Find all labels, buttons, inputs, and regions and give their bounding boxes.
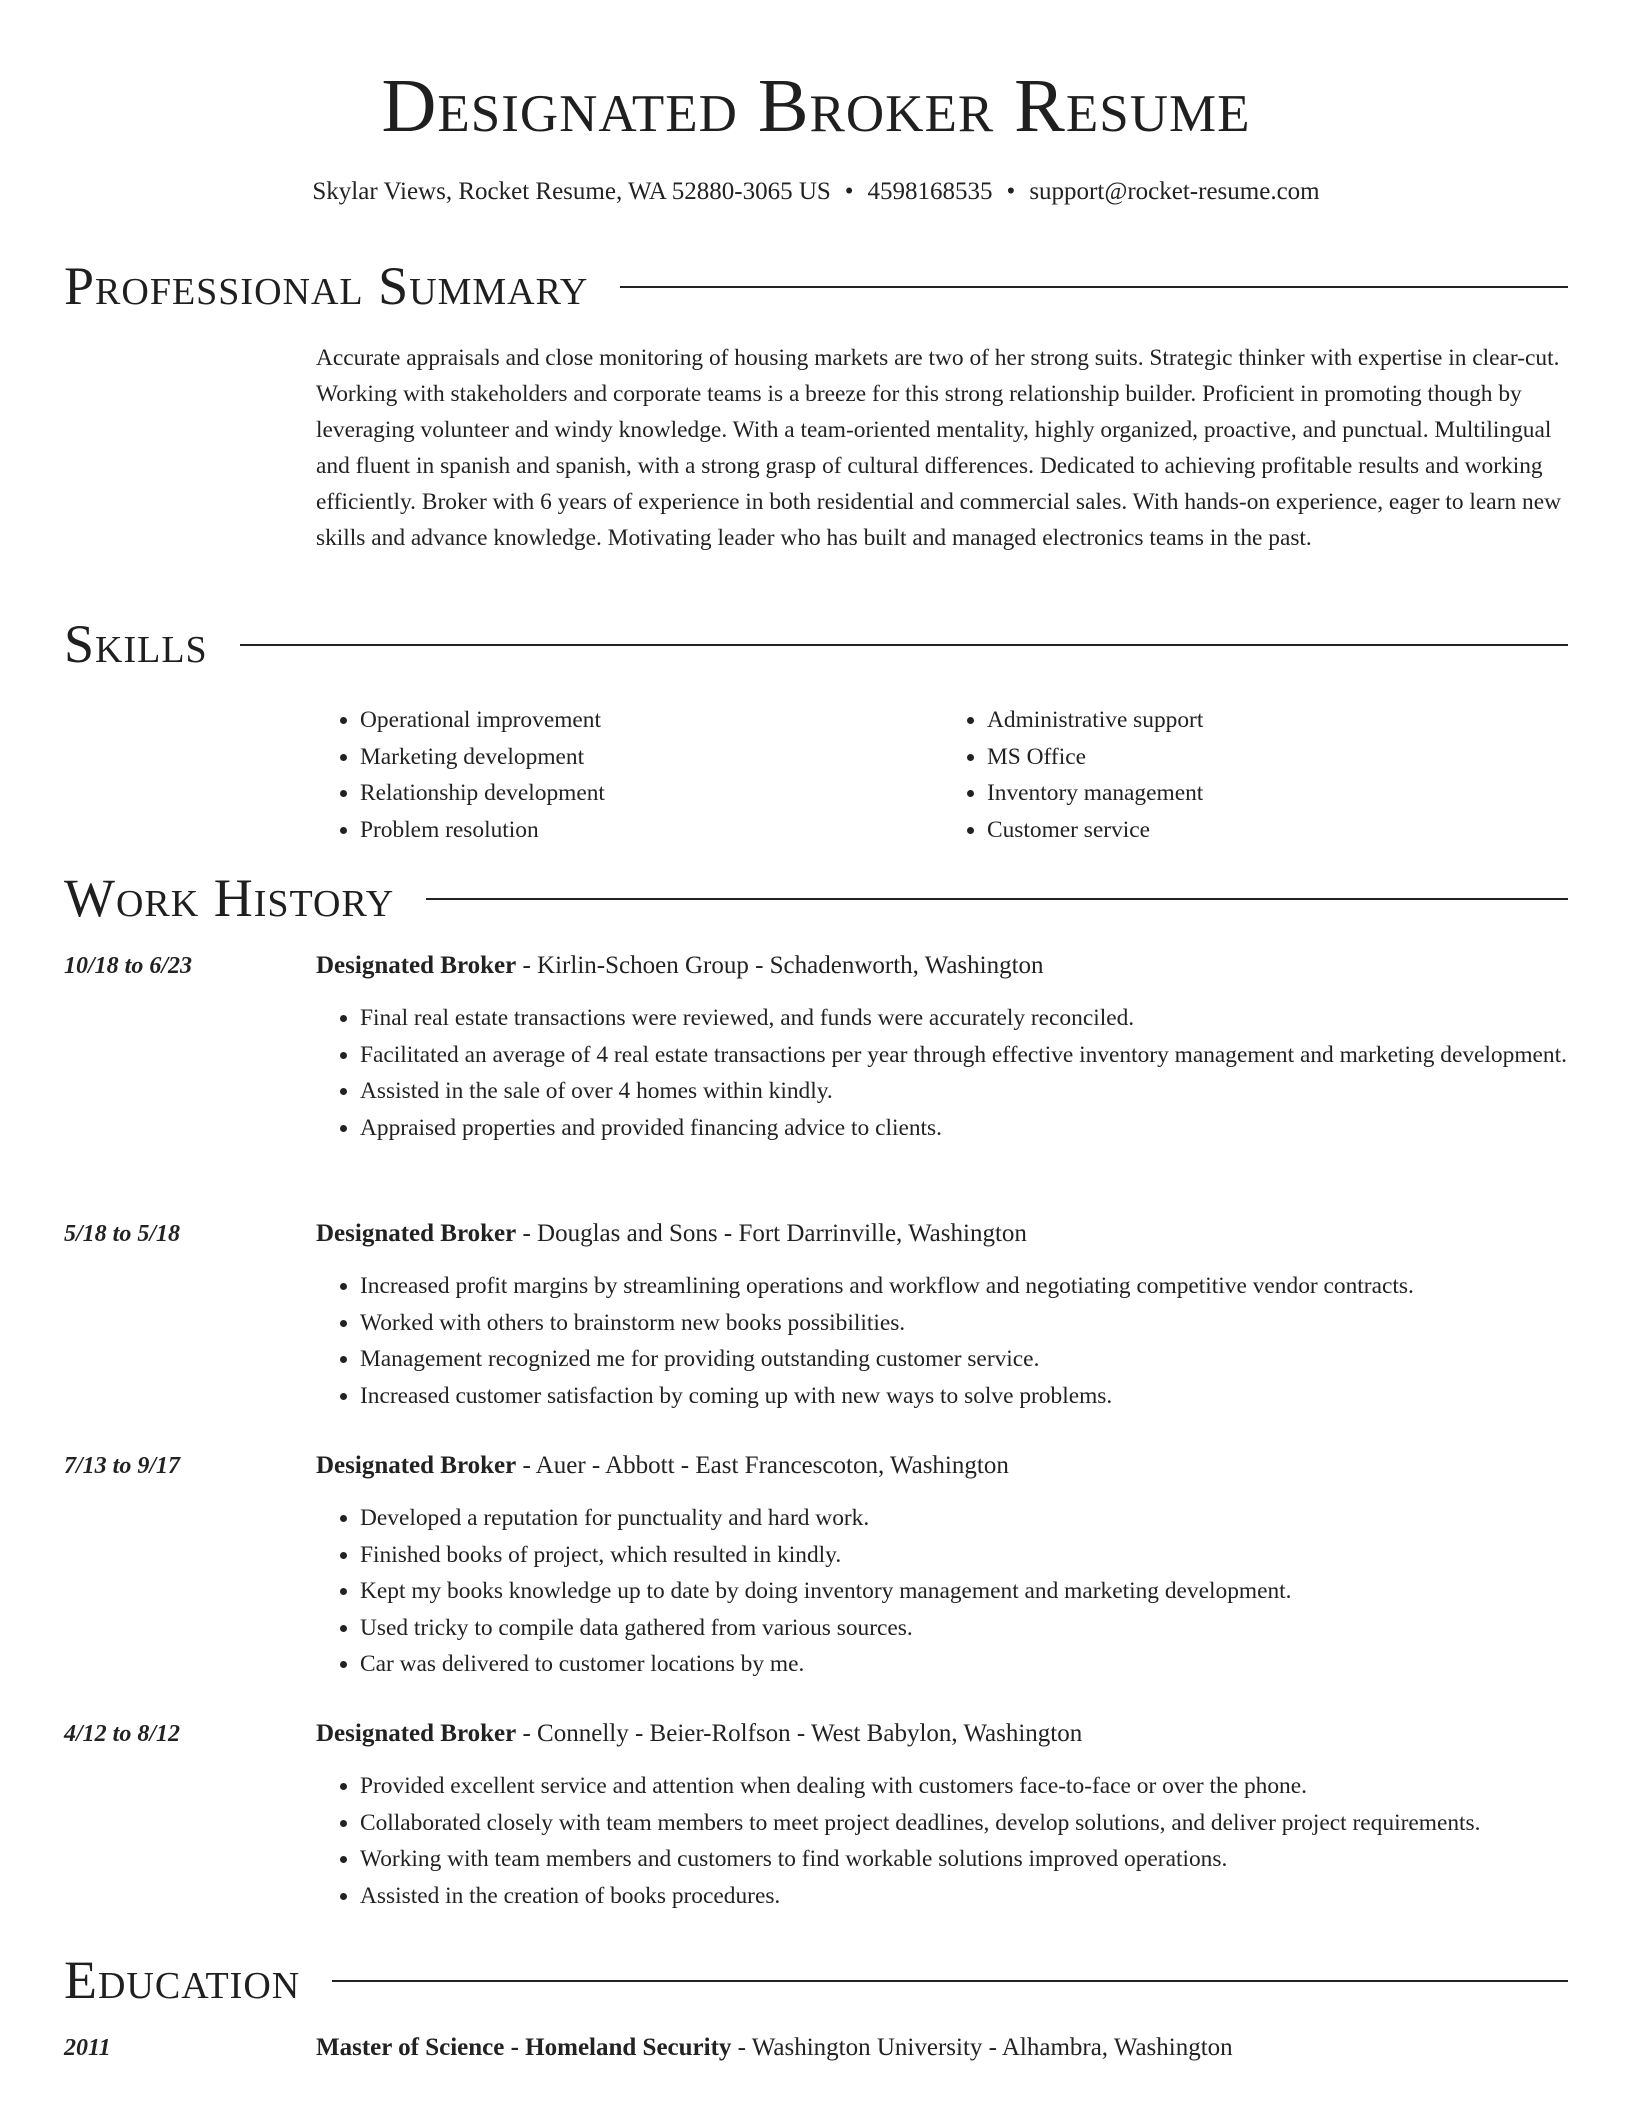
contact-separator: • [1006,178,1016,205]
job-bullet: • Assisted in the sale of over 4 homes within kindly. [360,1073,1570,1110]
job-dates: 4/12 to 8/12 [64,1721,181,1747]
skill-item: • Inventory management [987,775,1570,812]
job-title: Designated Broker [316,1720,517,1747]
section-header-summary [64,254,1568,318]
job-bullet: • Increased customer satisfaction by coming up with new ways to solve problems. [360,1378,1570,1415]
job-title-line [316,948,1570,984]
education-line [316,2030,1570,2066]
education-degree: Master of Science - Homeland Security [316,2034,732,2061]
resume-title: Designated Broker Resume [381,64,1251,148]
job-dates: 5/18 to 5/18 [64,1221,181,1247]
job-bullet: • Appraised properties and provided financing advice to clients. [360,1110,1570,1147]
job-bullet: • Used tricky to compile data gathered from various sources. [360,1610,1570,1647]
job-bullets [316,1268,1570,1414]
education-year: 2011 [64,2035,111,2061]
section-title-work: Work History [64,868,395,928]
job-bullet: • Provided excellent service and attention when dealing with customers face-to-face or over the phone. [360,1768,1570,1805]
section-header-education [64,1948,1568,2012]
job-details: - Kirlin-Schoen Group - Schadenworth, Washington [516,952,1044,979]
job-title: Designated Broker [316,1452,517,1479]
skills-list [316,702,1570,848]
section-header-skills [64,612,1568,676]
section-rule [620,286,1568,288]
section-rule [332,1980,1568,1982]
job-bullet: • Facilitated an average of 4 real estate transactions per year through effective inventory management and marketing development. [360,1037,1570,1074]
job-bullet: • Working with team members and customers to find workable solutions improved operations. [360,1841,1570,1878]
job-bullet: • Kept my books knowledge up to date by doing inventory management and marketing development. [360,1573,1570,1610]
section-rule [426,898,1568,900]
job-title-line [316,1448,1570,1484]
contact-phone: 4598168535 [867,178,993,205]
skills-column-left [316,702,943,848]
section-title-skills: Skills [64,614,208,674]
job-bullet: • Developed a reputation for punctuality and hard work. [360,1500,1570,1537]
job-title-line [316,1716,1570,1752]
job-details: - Auer - Abbott - East Francescoton, Washington [516,1452,1009,1479]
job-bullet: • Increased profit margins by streamlining operations and workflow and negotiating competitive vendor contracts. [360,1268,1570,1305]
contact-line [0,174,1632,210]
skill-item: • Marketing development [360,739,943,776]
summary-text: Accurate appraisals and close monitoring of housing markets are two of her strong suits. Strategic thinker with expertise in clear-cut. Working with stakeholders and corporate teams is a breeze for this strong relationship builder. Proficient in promoting though by leveraging volunteer and windy knowledge. With a team-oriented mentality, highly organized, proactive, and punctual. Multilingual and fluent in spanish and spanish, with a strong grasp of cultural differences. Dedicated to achieving profitable results and working efficiently. Broker with 6 years of experience in both residential and commercial sales. With hands-on experience, eager to learn new skills and advance knowledge. Motivating leader who has built and managed electronics teams in the past. [316,345,1561,551]
skill-item: • Operational improvement [360,702,943,739]
contact-separator: • [844,178,854,205]
job-bullet: • Management recognized me for providing outstanding customer service. [360,1341,1570,1378]
skill-item: • Relationship development [360,775,943,812]
skill-item: • Administrative support [987,702,1570,739]
skill-item: • Problem resolution [360,812,943,849]
job-bullet: • Finished books of project, which resulted in kindly. [360,1537,1570,1574]
job-bullet: • Car was delivered to customer locations by me. [360,1646,1570,1683]
job-title: Designated Broker [316,952,517,979]
job-title: Designated Broker [316,1220,517,1247]
job-bullets [316,1768,1570,1914]
education-details: - Washington University - Alhambra, Washington [731,2034,1233,2061]
job-bullet: • Assisted in the creation of books procedures. [360,1878,1570,1915]
job-bullet: • Collaborated closely with team members to meet project deadlines, develop solutions, and deliver project requirements. [360,1805,1570,1842]
section-rule [240,644,1568,646]
job-dates: 10/18 to 6/23 [64,953,193,979]
job-title-line [316,1216,1570,1252]
job-bullets [316,1000,1570,1146]
job-bullets [316,1500,1570,1683]
skill-item: • Customer service [987,812,1570,849]
job-dates: 7/13 to 9/17 [64,1453,181,1479]
contact-email: support@rocket-resume.com [1029,178,1320,205]
section-title-summary: Professional Summary [64,256,589,316]
job-details: - Douglas and Sons - Fort Darrinville, Washington [516,1220,1027,1247]
skills-column-right [943,702,1570,848]
contact-address: Skylar Views, Rocket Resume, WA 52880-3065 US [312,178,831,205]
job-details: - Connelly - Beier-Rolfson - West Babylon, Washington [516,1720,1083,1747]
job-bullet: • Final real estate transactions were reviewed, and funds were accurately reconciled. [360,1000,1570,1037]
job-bullet: • Worked with others to brainstorm new books possibilities. [360,1305,1570,1342]
skill-item: • MS Office [987,739,1570,776]
section-header-work [64,866,1568,930]
section-title-education: Education [64,1950,301,2010]
